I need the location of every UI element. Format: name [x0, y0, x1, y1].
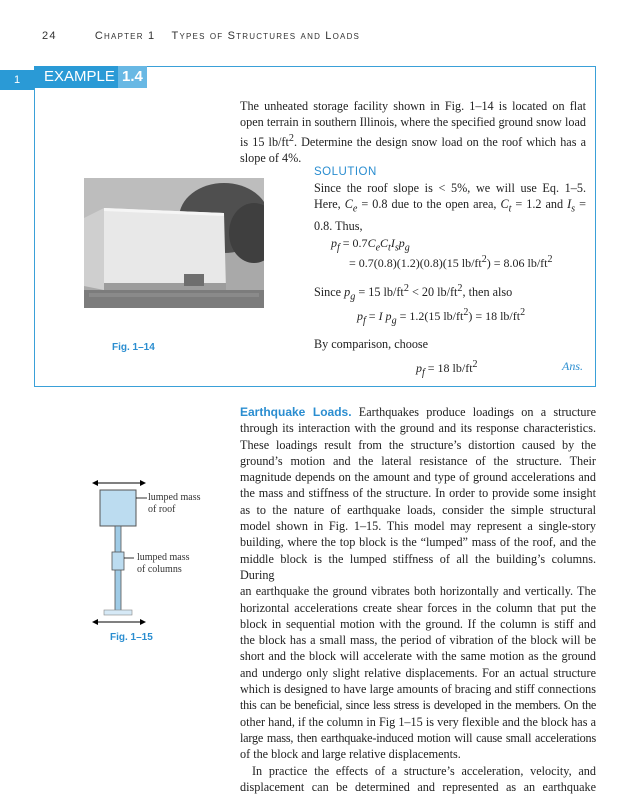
equation-4: $p_f = 18$ $lb/ft^2$: [416, 359, 478, 379]
earthquake-line: horizontal accelerations create shear forces in the column that put the: [240, 600, 596, 615]
earthquake-line: which is designed to have large amounts of bracing and stiff connections: [240, 682, 596, 697]
chapter-title: Types of Structures and Loads: [171, 30, 361, 42]
example-label: EXAMPLE: [34, 66, 121, 88]
answer-label: Ans.: [562, 359, 583, 373]
label-column-mass-line1: lumped mass: [137, 552, 190, 563]
example-number: 1.4: [118, 66, 147, 88]
figure-1-15-caption: Fig. 1–15: [110, 632, 153, 643]
earthquake-section: [240, 404, 596, 795]
solution-text: Since the roof slope is < 5%, we will use Eq. 1–5. Here, $C_e = 0.8$ due to the open area, $C_t = 1.2$ and $I_s = 0.8$. Thus,: [314, 181, 586, 234]
earthquake-line: an earthquake the ground vibrates both horizontally and vertically. The: [240, 584, 596, 599]
equation-1: $p_f = 0.7C_eC_tI_sp_g$: [331, 236, 410, 254]
earthquake-line: ground’s motion and the lateral resistance of the structure. Their: [240, 453, 596, 468]
comparison-text: By comparison, choose: [314, 337, 429, 351]
storage-facility-photo: [84, 178, 264, 308]
earthquake-line: building, where the top block is the “lumped” mass of the roof, and the: [240, 535, 596, 550]
label-roof-mass: [148, 492, 201, 516]
earthquake-line: of the block and large relative displacements.: [240, 747, 461, 762]
chapter-label: Chapter 1: [94, 30, 156, 42]
earthquake-line: displacement can be determined and represented as an earthquake: [240, 779, 596, 794]
earthquake-line: the block has a small mass, the period of vibration of the block will be: [240, 633, 596, 648]
earthquake-line: short and the block will accelerate with the same motion as the ground: [240, 649, 596, 664]
since-text: Since $p_g = 15$ $lb/ft^2 < 20$ $lb/ft^2$, then also: [314, 283, 513, 303]
figure-1-14-caption: Fig. 1–14: [112, 342, 155, 353]
label-roof-mass-line1: lumped mass: [148, 492, 201, 503]
page-number: 24: [42, 30, 57, 42]
earthquake-text-line: Earthquakes produce loadings on a structure: [358, 405, 596, 419]
earthquake-line: other hand, if the column in Fig 1–15 is very flexible and the block has a: [240, 714, 596, 729]
running-header: [42, 30, 360, 42]
earthquake-line: These loadings result from the structure’s distortion caused by the: [240, 437, 596, 452]
label-column-mass: [137, 552, 190, 576]
ground: [104, 610, 132, 615]
column-mass-block: [112, 552, 124, 570]
equation-2: = 0.7(0.8)(1.2)(0.8)(15 $lb/ft^2) = 8.06$ $lb/ft^2$: [349, 254, 553, 270]
label-column-mass-line2: of columns: [137, 564, 182, 575]
chapter-tab: 1: [0, 70, 34, 90]
earthquake-line: block in sequential motion with the ground. If the column is stiff and: [240, 616, 596, 631]
roof-mass-block: [100, 490, 136, 526]
label-roof-mass-line2: of roof: [148, 504, 176, 515]
storage-facility-image: [84, 178, 264, 308]
earthquake-line: as to the nature of earthquake loads, consider the simple structural: [240, 502, 596, 517]
solution-heading: SOLUTION: [314, 166, 377, 178]
earthquake-line: the mass and stiffness of the structure. In order to provide some insight: [240, 486, 596, 501]
earthquake-line: In practice the effects of a structure’s acceleration, velocity, and: [252, 763, 596, 778]
earthquake-line: model shown in Fig. 1–15. This model may represent a single-story: [240, 519, 596, 534]
earthquake-line: magnitude depends on the amount and type of ground accelerations and: [240, 470, 596, 485]
earthquake-line: this can be beneficial, since less stress is developed in the members. On the: [240, 698, 596, 713]
earthquake-line: and undergo only slight relative displacements. For an actual structure: [240, 665, 596, 680]
earthquake-line: large mass, then earthquake-induced motion will cause small accelerations: [240, 730, 596, 745]
equation-3: $p_f = I$ $p_g = 1.2(15$ $lb/ft^2) = 18$ $lb/ft^2$: [357, 307, 526, 327]
earthquake-line: through its interaction with the ground and its response characteristics.: [240, 421, 596, 436]
earthquake-line-1: [240, 404, 596, 420]
earthquake-line: middle block is the lumped stiffness of all the building’s columns. During: [240, 551, 596, 582]
example-problem: The unheated storage facility shown in Fig. 1–14 is located on flat open terrain in southern Illinois, where the specified ground snow load is 15 $lb/ft^2$. Determine the design snow load on the roof which has a slope of 4%.: [240, 99, 586, 165]
earthquake-heading: Earthquake Loads.: [240, 405, 352, 419]
